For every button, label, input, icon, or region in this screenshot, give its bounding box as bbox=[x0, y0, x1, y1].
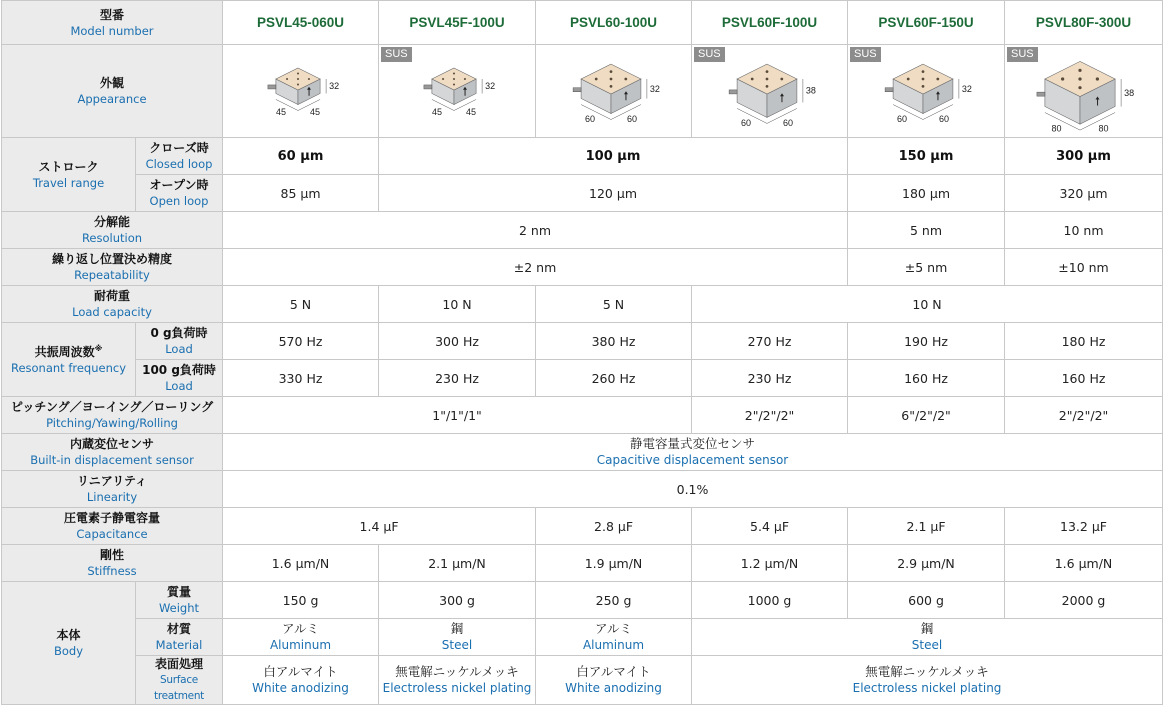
dimension-label: 60 bbox=[897, 114, 908, 125]
resonant-value: 380 Hz bbox=[536, 323, 692, 360]
label-jp: ストローク bbox=[38, 159, 99, 174]
note-mark: ※ bbox=[94, 343, 103, 353]
label-jp: 剛性 bbox=[100, 548, 125, 562]
body-label bbox=[2, 582, 136, 705]
label-en: Linearity bbox=[86, 490, 138, 504]
dimension-label: 45 bbox=[275, 106, 286, 117]
stiffness-value: 1.6 μm/N bbox=[223, 545, 379, 582]
stage-image-1 bbox=[223, 45, 379, 138]
model-6 bbox=[1005, 1, 1163, 45]
open-loop-value: 180 μm bbox=[848, 175, 1005, 212]
resonant-value: 190 Hz bbox=[848, 323, 1005, 360]
label-jp: 0 g負荷時 bbox=[150, 326, 208, 340]
repeatability-value: ±2 nm bbox=[223, 249, 848, 286]
surface-value bbox=[379, 656, 536, 705]
resonant-frequency-label bbox=[2, 323, 136, 397]
load-0g-label bbox=[136, 323, 223, 360]
label-jp: ピッチング／ヨーイング／ローリング bbox=[10, 400, 214, 414]
sus-badge: SUS bbox=[381, 47, 412, 62]
dimension-label: 60 bbox=[741, 117, 752, 128]
linearity-label bbox=[2, 471, 223, 508]
sus-badge: SUS bbox=[694, 47, 725, 62]
label-en: Body bbox=[53, 644, 84, 658]
pitching-value: 1"/1"/1" bbox=[223, 397, 692, 434]
open-loop-value: 120 μm bbox=[379, 175, 848, 212]
resolution-value: 10 nm bbox=[1005, 212, 1163, 249]
dimension-label: 60 bbox=[782, 117, 793, 128]
value-en: White anodizing bbox=[565, 681, 662, 695]
capacitance-value: 2.1 μF bbox=[848, 508, 1005, 545]
resolution-label bbox=[2, 212, 223, 249]
row-material bbox=[2, 619, 1163, 656]
weight-value: 1000 g bbox=[692, 582, 848, 619]
resonant-value: 330 Hz bbox=[223, 360, 379, 397]
pitching-value: 2"/2"/2" bbox=[1005, 397, 1163, 434]
stiffness-value: 2.9 μm/N bbox=[848, 545, 1005, 582]
value-jp: 白アルマイト bbox=[576, 664, 651, 679]
label-jp: 型番 bbox=[100, 7, 125, 22]
label-jp: 共振周波数 bbox=[34, 344, 95, 359]
sensor-label bbox=[2, 434, 223, 471]
label-jp: リニアリティ bbox=[76, 474, 148, 488]
open-loop-label bbox=[136, 175, 223, 212]
material-value bbox=[536, 619, 692, 656]
material-label bbox=[136, 619, 223, 656]
label-en: Built-in displacement sensor bbox=[30, 453, 194, 467]
model-name: PSVL60-100U bbox=[569, 15, 658, 30]
value-jp: 静電容量式変位センサ bbox=[630, 436, 756, 451]
stage-image-4 bbox=[692, 45, 848, 138]
capacitance-value: 13.2 μF bbox=[1005, 508, 1163, 545]
dimension-label: 80 bbox=[1098, 123, 1109, 134]
value-en: Aluminum bbox=[582, 638, 645, 652]
value-jp: アルミ bbox=[282, 621, 320, 636]
label-jp: 耐荷重 bbox=[94, 289, 131, 303]
open-loop-value: 85 μm bbox=[223, 175, 379, 212]
sensor-value bbox=[223, 434, 1163, 471]
label-jp: 繰り返し位置決め精度 bbox=[52, 252, 173, 266]
model-3 bbox=[536, 1, 692, 45]
label-en: Material bbox=[155, 638, 203, 652]
label-jp: 100 g負荷時 bbox=[142, 363, 216, 377]
appearance-label bbox=[2, 45, 223, 138]
capacitance-value: 5.4 μF bbox=[692, 508, 848, 545]
label-jp: 内蔵変位センサ bbox=[70, 437, 155, 451]
label-jp: 材質 bbox=[167, 622, 192, 636]
resonant-value: 260 Hz bbox=[536, 360, 692, 397]
model-2 bbox=[379, 1, 536, 45]
label-jp: 表面処理 bbox=[155, 657, 204, 671]
weight-label bbox=[136, 582, 223, 619]
model-number-label bbox=[2, 1, 223, 45]
row-appearance bbox=[2, 45, 1163, 138]
value-en: Electroless nickel plating bbox=[382, 681, 532, 695]
model-name: PSVL60F-100U bbox=[721, 15, 818, 30]
row-resonant-100g bbox=[2, 360, 1163, 397]
resonant-value: 230 Hz bbox=[379, 360, 536, 397]
resolution-value: 5 nm bbox=[848, 212, 1005, 249]
travel-range-label bbox=[2, 138, 136, 212]
model-5 bbox=[848, 1, 1005, 45]
surface-value bbox=[692, 656, 1163, 705]
dimension-label: 32 bbox=[649, 83, 660, 94]
load-capacity-value: 10 N bbox=[692, 286, 1163, 323]
label-en: Closed loop bbox=[145, 157, 213, 171]
row-resolution bbox=[2, 212, 1163, 249]
load-capacity-value: 5 N bbox=[536, 286, 692, 323]
stage-image-6 bbox=[1005, 45, 1163, 138]
row-sensor bbox=[2, 434, 1163, 471]
row-capacitance bbox=[2, 508, 1163, 545]
material-value bbox=[379, 619, 536, 656]
surface-treatment-label bbox=[136, 656, 223, 705]
label-en: Capacitance bbox=[76, 527, 148, 541]
weight-value: 2000 g bbox=[1005, 582, 1163, 619]
load-capacity-value: 5 N bbox=[223, 286, 379, 323]
closed-loop-value: 300 μm bbox=[1005, 138, 1163, 175]
value-jp: 白アルマイト bbox=[263, 664, 338, 679]
label-en: Repeatability bbox=[74, 268, 150, 282]
label-jp: 本体 bbox=[56, 628, 81, 642]
dimension-label: 45 bbox=[431, 106, 442, 117]
value-jp: 無電解ニッケルメッキ bbox=[395, 664, 519, 679]
spec-table bbox=[1, 0, 1163, 705]
linearity-value: 0.1% bbox=[223, 471, 1163, 508]
row-linearity bbox=[2, 471, 1163, 508]
dimension-label: 38 bbox=[1124, 87, 1135, 98]
row-model-number bbox=[2, 1, 1163, 45]
label-en: Resolution bbox=[81, 231, 143, 245]
resonant-value: 570 Hz bbox=[223, 323, 379, 360]
value-jp: 鋼 bbox=[920, 621, 934, 636]
resolution-value: 2 nm bbox=[223, 212, 848, 249]
label-jp: クローズ時 bbox=[149, 141, 209, 155]
label-en: Load capacity bbox=[72, 305, 152, 319]
material-value bbox=[223, 619, 379, 656]
label-en: Model number bbox=[70, 23, 154, 38]
row-weight bbox=[2, 582, 1163, 619]
row-travel-closed bbox=[2, 138, 1163, 175]
dimension-label: 45 bbox=[310, 106, 321, 117]
resonant-value: 270 Hz bbox=[692, 323, 848, 360]
value-en: Steel bbox=[911, 638, 943, 652]
dimension-label: 32 bbox=[485, 81, 496, 92]
pitching-value: 6"/2"/2" bbox=[848, 397, 1005, 434]
stage-drawing bbox=[536, 45, 692, 137]
value-jp: アルミ bbox=[595, 621, 633, 636]
closed-loop-value: 150 μm bbox=[848, 138, 1005, 175]
label-en: Load bbox=[165, 342, 193, 356]
stage-drawing bbox=[223, 45, 379, 137]
stiffness-label bbox=[2, 545, 223, 582]
value-en: Aluminum bbox=[269, 638, 332, 652]
label-en: Travel range bbox=[32, 175, 105, 190]
model-name: PSVL45F-100U bbox=[409, 15, 505, 30]
open-loop-value: 320 μm bbox=[1005, 175, 1163, 212]
resonant-value: 300 Hz bbox=[379, 323, 536, 360]
pitching-label bbox=[2, 397, 223, 434]
load-100g-label bbox=[136, 360, 223, 397]
pitching-value: 2"/2"/2" bbox=[692, 397, 848, 434]
weight-value: 250 g bbox=[536, 582, 692, 619]
dimension-label: 38 bbox=[805, 85, 816, 96]
label-en: Resonant frequency bbox=[10, 360, 127, 375]
dimension-label: 60 bbox=[626, 114, 637, 125]
label-en: Stiffness bbox=[87, 564, 137, 578]
label-jp: 外観 bbox=[100, 76, 125, 90]
closed-loop-value: 100 μm bbox=[379, 138, 848, 175]
value-jp: 無電解ニッケルメッキ bbox=[865, 664, 989, 679]
resonant-value: 160 Hz bbox=[1005, 360, 1163, 397]
resonant-value: 160 Hz bbox=[848, 360, 1005, 397]
value-en: Steel bbox=[441, 638, 473, 652]
weight-value: 300 g bbox=[379, 582, 536, 619]
dimension-label: 32 bbox=[961, 83, 972, 94]
stage-image-3 bbox=[536, 45, 692, 138]
resonant-value: 180 Hz bbox=[1005, 323, 1163, 360]
value-en: Capacitive displacement sensor bbox=[596, 453, 789, 467]
stage-image-5 bbox=[848, 45, 1005, 138]
sus-badge: SUS bbox=[850, 47, 881, 62]
closed-loop-value: 60 μm bbox=[223, 138, 379, 175]
label-en: Surface treatment bbox=[154, 674, 204, 702]
capacitance-label bbox=[2, 508, 223, 545]
load-capacity-label bbox=[2, 286, 223, 323]
row-repeatability bbox=[2, 249, 1163, 286]
load-capacity-value: 10 N bbox=[379, 286, 536, 323]
surface-value bbox=[223, 656, 379, 705]
weight-value: 150 g bbox=[223, 582, 379, 619]
label-en: Appearance bbox=[77, 92, 147, 106]
stage-image-2 bbox=[379, 45, 536, 138]
stiffness-value: 1.6 μm/N bbox=[1005, 545, 1163, 582]
dimension-label: 60 bbox=[585, 114, 596, 125]
value-en: Electroless nickel plating bbox=[852, 681, 1002, 695]
capacitance-value: 2.8 μF bbox=[536, 508, 692, 545]
value-jp: 鋼 bbox=[450, 621, 464, 636]
label-jp: オープン時 bbox=[149, 178, 209, 192]
label-en: Load bbox=[165, 379, 193, 393]
label-jp: 質量 bbox=[167, 585, 192, 599]
material-value bbox=[692, 619, 1163, 656]
model-name: PSVL60F-150U bbox=[878, 15, 974, 30]
resonant-value: 230 Hz bbox=[692, 360, 848, 397]
repeatability-value: ±5 nm bbox=[848, 249, 1005, 286]
label-en: Pitching/Yawing/Rolling bbox=[46, 416, 178, 430]
model-1 bbox=[223, 1, 379, 45]
model-4 bbox=[692, 1, 848, 45]
surface-value bbox=[536, 656, 692, 705]
weight-value: 600 g bbox=[848, 582, 1005, 619]
row-travel-open bbox=[2, 175, 1163, 212]
row-stiffness bbox=[2, 545, 1163, 582]
closed-loop-label bbox=[136, 138, 223, 175]
row-surface-treatment bbox=[2, 656, 1163, 705]
dimension-label: 60 bbox=[938, 114, 949, 125]
label-jp: 圧電素子静電容量 bbox=[64, 511, 161, 525]
stiffness-value: 1.2 μm/N bbox=[692, 545, 848, 582]
row-resonant-0g bbox=[2, 323, 1163, 360]
sus-badge: SUS bbox=[1007, 47, 1038, 62]
row-load-capacity bbox=[2, 286, 1163, 323]
label-en: Open loop bbox=[149, 194, 209, 208]
row-pitching bbox=[2, 397, 1163, 434]
model-name: PSVL80F-300U bbox=[1035, 15, 1132, 30]
capacitance-value: 1.4 μF bbox=[223, 508, 536, 545]
model-name: PSVL45-060U bbox=[256, 15, 345, 30]
label-jp: 分解能 bbox=[94, 215, 131, 229]
stiffness-value: 1.9 μm/N bbox=[536, 545, 692, 582]
dimension-label: 32 bbox=[329, 81, 340, 92]
repeatability-value: ±10 nm bbox=[1005, 249, 1163, 286]
repeatability-label bbox=[2, 249, 223, 286]
dimension-label: 80 bbox=[1051, 123, 1062, 134]
dimension-label: 45 bbox=[466, 106, 477, 117]
label-en: Weight bbox=[158, 601, 200, 615]
value-en: White anodizing bbox=[252, 681, 349, 695]
stiffness-value: 2.1 μm/N bbox=[379, 545, 536, 582]
